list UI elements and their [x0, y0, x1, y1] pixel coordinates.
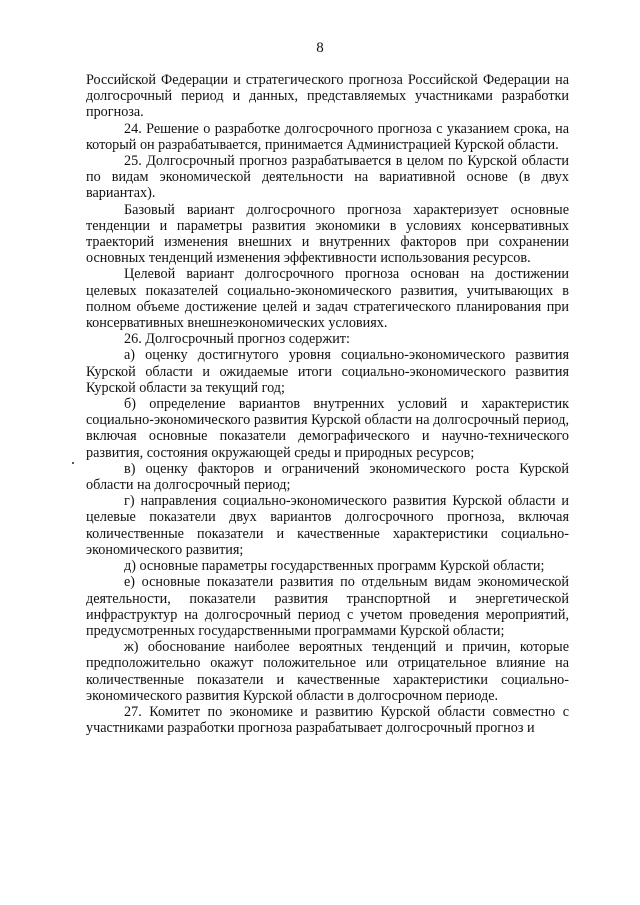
- paragraph: 27. Комитет по экономике и развитию Курской области совместно с участниками разработки прогноза разрабатывает долгосрочный прогноз и: [86, 703, 569, 737]
- body-text: [86, 72, 569, 736]
- page-number: 8: [316, 40, 324, 56]
- paragraph: Базовый вариант долгосрочного прогноза характеризует основные тенденции и параметры развития экономики в условиях консервативных траекторий изменения внешних и внутренних факторов при сохранении основных тенденций изменения эффективности использования ресурсов.: [86, 201, 569, 267]
- paragraph: е) основные показатели развития по отдельным видам экономической деятельности, показатели развития транспортной и энергетической инфраструктур на долгосрочный период с учетом проведения мероприятий, предусмотренных государственными программами Курской области;: [86, 574, 569, 639]
- paragraph: 24. Решение о разработке долгосрочного прогноза с указанием срока, на который он разрабатывается, принимается Администрацией Курской области.: [86, 120, 569, 153]
- paragraph: 26. Долгосрочный прогноз содержит:: [124, 331, 350, 348]
- paragraph: б) определение вариантов внутренних условий и характеристик социально-экономического развития Курской области на долгосрочный период, включая основные показатели демографического и научно-технического развития, состояния окружающей среды и природных ресурсов;: [86, 396, 569, 461]
- paragraph: 25. Долгосрочный прогноз разрабатывается в целом по Курской области по видам экономической деятельности на вариативной основе (в двух вариантах).: [86, 153, 569, 202]
- paragraph: Целевой вариант долгосрочного прогноза основан на достижении целевых показателей социально-экономического развития, учитывающих в полном объеме достижение целей и задач стратегического планирования при консервативных внешнеэкономических условиях.: [86, 266, 569, 332]
- paragraph: в) оценку факторов и ограничений экономического роста Курской области на долгосрочный период;: [86, 460, 569, 494]
- paragraph: д) основные параметры государственных программ Курской области;: [124, 558, 545, 575]
- scan-speck: [72, 462, 74, 464]
- paragraph: а) оценку достигнутого уровня социально-экономического развития Курской области и ожидаемые итоги социально-экономического развития Курской области за текущий год;: [86, 347, 569, 396]
- paragraph: Российской Федерации и стратегического прогноза Российской Федерации на долгосрочный период и данных, представляемых участниками разработки прогноза.: [86, 72, 569, 121]
- paragraph: ж) обоснование наиболее вероятных тенденций и причин, которые предположительно окажут положительное или отрицательное влияние на количественные показатели и качественные характеристики социально-экономического развития Курской области в долгосрочном периоде.: [86, 639, 569, 704]
- paragraph: г) направления социально-экономического развития Курской области и целевые показатели двух вариантов долгосрочного прогноза, включая количественные показатели и качественные характеристики социально-экономического развития;: [86, 493, 569, 558]
